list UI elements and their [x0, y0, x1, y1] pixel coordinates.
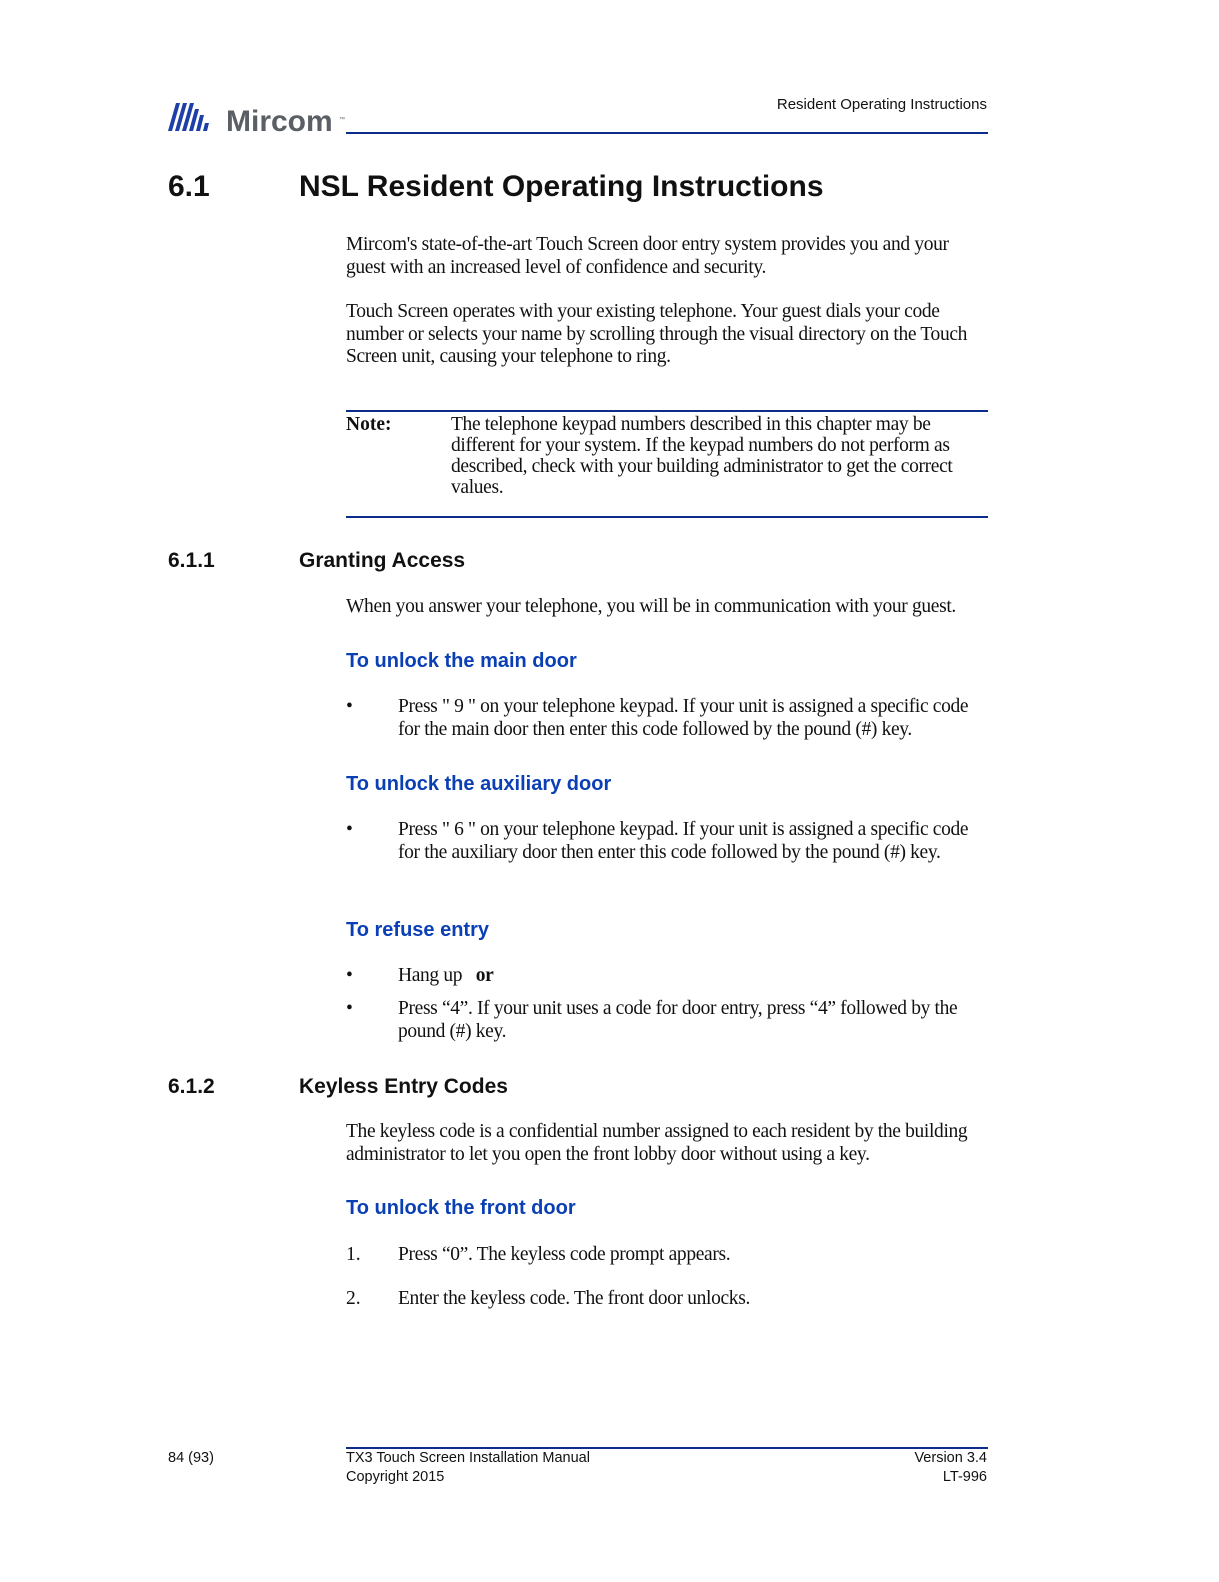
mircom-logo-mark-icon	[168, 101, 348, 137]
version: Version 3.4	[914, 1450, 987, 1466]
copyright: Copyright 2015	[346, 1469, 445, 1485]
bullet-marker: •	[346, 819, 353, 840]
heading-unlock-front-door: To unlock the front door	[346, 1197, 576, 1219]
subsection-number-keyless: 6.1.2	[168, 1075, 215, 1098]
subsection-title-keyless: Keyless Entry Codes	[299, 1075, 508, 1098]
step-number: 1.	[346, 1244, 361, 1265]
mircom-logo-wordmark: Mircom	[226, 105, 333, 137]
keyless-intro: The keyless code is a confidential number assigned to each resident by the building administrator to let you open the front lobby door without using a key.	[346, 1121, 968, 1165]
step-text: Press “0”. The keyless code prompt appears.	[398, 1244, 731, 1265]
header-rule	[346, 132, 988, 134]
auxiliary-door-instruction: Press " 6 " on your telephone keypad. If your unit is assigned a specific code for the auxiliary door then enter this code followed by the pound (#) key.	[398, 819, 969, 863]
page-number: 84 (93)	[168, 1450, 214, 1466]
svg-text:™: ™	[339, 117, 345, 123]
intro-paragraph-1: Mircom's state-of-the-art Touch Screen door entry system provides you and your guest with an increased level of confidence and security.	[346, 234, 949, 278]
refuse-option-press-4: Press “4”. If your unit uses a code for door entry, press “4” followed by the pound (#) key.	[398, 998, 958, 1042]
subsection-title-granting: Granting Access	[299, 549, 466, 572]
note-label: Note:	[346, 414, 392, 435]
section-number: 6.1	[168, 170, 210, 203]
heading-unlock-auxiliary-door: To unlock the auxiliary door	[346, 773, 612, 795]
main-door-instruction: Press " 9 " on your telephone keypad. If your unit is assigned a specific code for the main door then enter this code followed by the pound (#) key.	[398, 696, 969, 740]
subsection-number-granting: 6.1.1	[168, 549, 215, 572]
note-bottom-rule	[346, 516, 988, 518]
granting-intro: When you answer your telephone, you will be in communication with your guest.	[346, 596, 956, 617]
intro-paragraph-2: Touch Screen operates with your existing telephone. Your guest dials your code number or selects your name by scrolling through the visual directory on the Touch Screen unit, causing your telephone to ring.	[346, 301, 968, 367]
header-section-title: Resident Operating Instructions	[776, 96, 987, 113]
heading-unlock-main-door: To unlock the main door	[346, 650, 577, 672]
bullet-marker: •	[346, 965, 353, 986]
note-text: The telephone keypad numbers described in this chapter may be different for your system. If the keypad numbers do not perform as described, check with your building administrator to get the correct values.	[451, 414, 953, 498]
mircom-logo	[168, 101, 348, 137]
bullet-marker: •	[346, 696, 353, 717]
bullet-marker: •	[346, 998, 353, 1019]
document-id: LT-996	[942, 1469, 987, 1485]
manual-title: TX3 Touch Screen Installation Manual	[346, 1450, 590, 1466]
refuse-option-hang-up	[398, 965, 990, 988]
step-number: 2.	[346, 1288, 361, 1309]
step-text: Enter the keyless code. The front door unlocks.	[398, 1288, 750, 1309]
or-text: or	[475, 965, 494, 986]
section-title: NSL Resident Operating Instructions	[299, 170, 824, 203]
note-top-rule	[346, 410, 988, 412]
footer-version-block	[914, 1449, 987, 1487]
footer-manual-title	[346, 1449, 590, 1487]
heading-refuse-entry: To refuse entry	[346, 919, 489, 941]
hang-up-text: Hang up	[398, 965, 463, 986]
